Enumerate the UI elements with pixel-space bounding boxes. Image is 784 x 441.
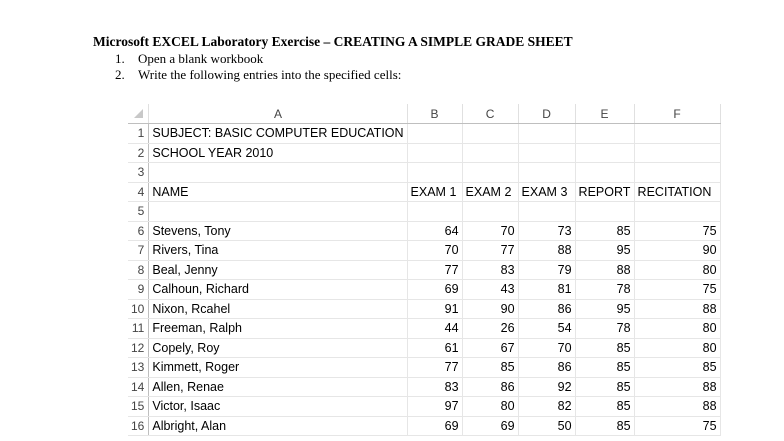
sheet-row bbox=[128, 260, 720, 280]
instruction-list bbox=[115, 51, 401, 83]
row-number: 13 bbox=[128, 358, 149, 378]
cell-e bbox=[575, 124, 634, 144]
cell-b: 91 bbox=[407, 299, 462, 319]
cell-a: Rivers, Tina bbox=[149, 241, 407, 261]
cell-b bbox=[407, 202, 462, 222]
cell-f: 88 bbox=[634, 299, 720, 319]
cell-c: 43 bbox=[462, 280, 518, 300]
cell-d: 86 bbox=[518, 358, 575, 378]
row-number: 16 bbox=[128, 416, 149, 436]
row-number: 9 bbox=[128, 280, 149, 300]
cell-e: 78 bbox=[575, 319, 634, 339]
cell-c: 70 bbox=[462, 221, 518, 241]
cell-b: 77 bbox=[407, 260, 462, 280]
sheet-row bbox=[128, 163, 720, 183]
cell-f bbox=[634, 143, 720, 163]
spreadsheet-screenshot bbox=[128, 104, 721, 436]
cell-d bbox=[518, 163, 575, 183]
cell-a: NAME bbox=[149, 182, 407, 202]
row-number: 2 bbox=[128, 143, 149, 163]
row-number: 5 bbox=[128, 202, 149, 222]
sheet-row bbox=[128, 124, 720, 144]
select-all-corner bbox=[128, 104, 149, 124]
cell-a: Calhoun, Richard bbox=[149, 280, 407, 300]
cell-d: 88 bbox=[518, 241, 575, 261]
sheet-row bbox=[128, 319, 720, 339]
step-text: Write the following entries into the specified cells: bbox=[138, 67, 402, 82]
cell-c: 86 bbox=[462, 377, 518, 397]
sheet-row bbox=[128, 182, 720, 202]
cell-a: Victor, Isaac bbox=[149, 397, 407, 417]
cell-c: 67 bbox=[462, 338, 518, 358]
sheet-row bbox=[128, 416, 720, 436]
cell-a: Copely, Roy bbox=[149, 338, 407, 358]
cell-a bbox=[149, 202, 407, 222]
cell-f: 75 bbox=[634, 416, 720, 436]
sheet-row bbox=[128, 221, 720, 241]
cell-f: 75 bbox=[634, 221, 720, 241]
sheet-row bbox=[128, 280, 720, 300]
sheet-row bbox=[128, 358, 720, 378]
cell-a: Kimmett, Roger bbox=[149, 358, 407, 378]
cell-c bbox=[462, 202, 518, 222]
cell-f bbox=[634, 163, 720, 183]
row-number: 12 bbox=[128, 338, 149, 358]
row-number: 14 bbox=[128, 377, 149, 397]
cell-a: Freeman, Ralph bbox=[149, 319, 407, 339]
cell-c: EXAM 2 bbox=[462, 182, 518, 202]
cell-a: Nixon, Rcahel bbox=[149, 299, 407, 319]
cell-b: 61 bbox=[407, 338, 462, 358]
column-header-d: D bbox=[518, 104, 575, 124]
cell-e: 85 bbox=[575, 358, 634, 378]
cell-c bbox=[462, 143, 518, 163]
cell-a: Allen, Renae bbox=[149, 377, 407, 397]
cell-e: 85 bbox=[575, 221, 634, 241]
cell-d: 92 bbox=[518, 377, 575, 397]
cell-f: 80 bbox=[634, 319, 720, 339]
cell-e: 85 bbox=[575, 338, 634, 358]
sheet-row bbox=[128, 202, 720, 222]
cell-d: 70 bbox=[518, 338, 575, 358]
cell-d: 73 bbox=[518, 221, 575, 241]
cell-d: 50 bbox=[518, 416, 575, 436]
row-number: 8 bbox=[128, 260, 149, 280]
cell-f bbox=[634, 202, 720, 222]
cell-d bbox=[518, 202, 575, 222]
cell-c: 80 bbox=[462, 397, 518, 417]
cell-b: 69 bbox=[407, 280, 462, 300]
column-header-f: F bbox=[634, 104, 720, 124]
corner-triangle-icon bbox=[134, 109, 143, 118]
cell-b: 44 bbox=[407, 319, 462, 339]
step-text: Open a blank workbook bbox=[138, 51, 264, 66]
cell-e bbox=[575, 163, 634, 183]
instruction-step bbox=[115, 51, 401, 67]
row-number: 10 bbox=[128, 299, 149, 319]
cell-f: 75 bbox=[634, 280, 720, 300]
cell-a: SUBJECT: BASIC COMPUTER EDUCATION bbox=[149, 124, 407, 144]
cell-a: SCHOOL YEAR 2010 bbox=[149, 143, 407, 163]
cell-f: 85 bbox=[634, 358, 720, 378]
cell-e: 85 bbox=[575, 416, 634, 436]
cell-c: 69 bbox=[462, 416, 518, 436]
cell-e bbox=[575, 202, 634, 222]
cell-a: Stevens, Tony bbox=[149, 221, 407, 241]
cell-d: 86 bbox=[518, 299, 575, 319]
cell-a bbox=[149, 163, 407, 183]
cell-d: EXAM 3 bbox=[518, 182, 575, 202]
sheet-row bbox=[128, 397, 720, 417]
cell-f bbox=[634, 124, 720, 144]
cell-e: 95 bbox=[575, 241, 634, 261]
cell-a: Beal, Jenny bbox=[149, 260, 407, 280]
cell-f: 90 bbox=[634, 241, 720, 261]
cell-c: 83 bbox=[462, 260, 518, 280]
column-header-row bbox=[128, 104, 720, 124]
cell-c: 90 bbox=[462, 299, 518, 319]
cell-b bbox=[407, 143, 462, 163]
cell-e: REPORT bbox=[575, 182, 634, 202]
cell-c bbox=[462, 124, 518, 144]
cell-c bbox=[462, 163, 518, 183]
sheet-row bbox=[128, 299, 720, 319]
cell-e bbox=[575, 143, 634, 163]
cell-d: 81 bbox=[518, 280, 575, 300]
cell-b bbox=[407, 163, 462, 183]
column-header-c: C bbox=[462, 104, 518, 124]
cell-e: 95 bbox=[575, 299, 634, 319]
column-header-e: E bbox=[575, 104, 634, 124]
cell-e: 85 bbox=[575, 397, 634, 417]
step-number: 2. bbox=[115, 67, 125, 82]
cell-b bbox=[407, 124, 462, 144]
instruction-step bbox=[115, 67, 401, 83]
cell-c: 77 bbox=[462, 241, 518, 261]
step-number: 1. bbox=[115, 51, 125, 66]
cell-d: 82 bbox=[518, 397, 575, 417]
row-number: 3 bbox=[128, 163, 149, 183]
sheet-row bbox=[128, 241, 720, 261]
cell-d bbox=[518, 143, 575, 163]
cell-f: 88 bbox=[634, 397, 720, 417]
sheet-row bbox=[128, 377, 720, 397]
cell-c: 26 bbox=[462, 319, 518, 339]
cell-c: 85 bbox=[462, 358, 518, 378]
cell-e: 88 bbox=[575, 260, 634, 280]
cell-d: 54 bbox=[518, 319, 575, 339]
cell-f: 88 bbox=[634, 377, 720, 397]
sheet-row bbox=[128, 143, 720, 163]
cell-f: RECITATION bbox=[634, 182, 720, 202]
cell-f: 80 bbox=[634, 338, 720, 358]
cell-a: Albright, Alan bbox=[149, 416, 407, 436]
cell-b: 97 bbox=[407, 397, 462, 417]
cell-b: 69 bbox=[407, 416, 462, 436]
cell-d bbox=[518, 124, 575, 144]
cell-b: 83 bbox=[407, 377, 462, 397]
cell-b: 70 bbox=[407, 241, 462, 261]
cell-d: 79 bbox=[518, 260, 575, 280]
row-number: 6 bbox=[128, 221, 149, 241]
row-number: 15 bbox=[128, 397, 149, 417]
spreadsheet-grid bbox=[128, 104, 721, 436]
sheet-row bbox=[128, 338, 720, 358]
column-header-b: B bbox=[407, 104, 462, 124]
cell-b: 77 bbox=[407, 358, 462, 378]
row-number: 1 bbox=[128, 124, 149, 144]
cell-f: 80 bbox=[634, 260, 720, 280]
column-header-a: A bbox=[149, 104, 407, 124]
cell-b: 64 bbox=[407, 221, 462, 241]
row-number: 11 bbox=[128, 319, 149, 339]
cell-e: 78 bbox=[575, 280, 634, 300]
cell-e: 85 bbox=[575, 377, 634, 397]
row-number: 4 bbox=[128, 182, 149, 202]
row-number: 7 bbox=[128, 241, 149, 261]
document-title: Microsoft EXCEL Laboratory Exercise – CREATING A SIMPLE GRADE SHEET bbox=[93, 34, 573, 49]
cell-b: EXAM 1 bbox=[407, 182, 462, 202]
